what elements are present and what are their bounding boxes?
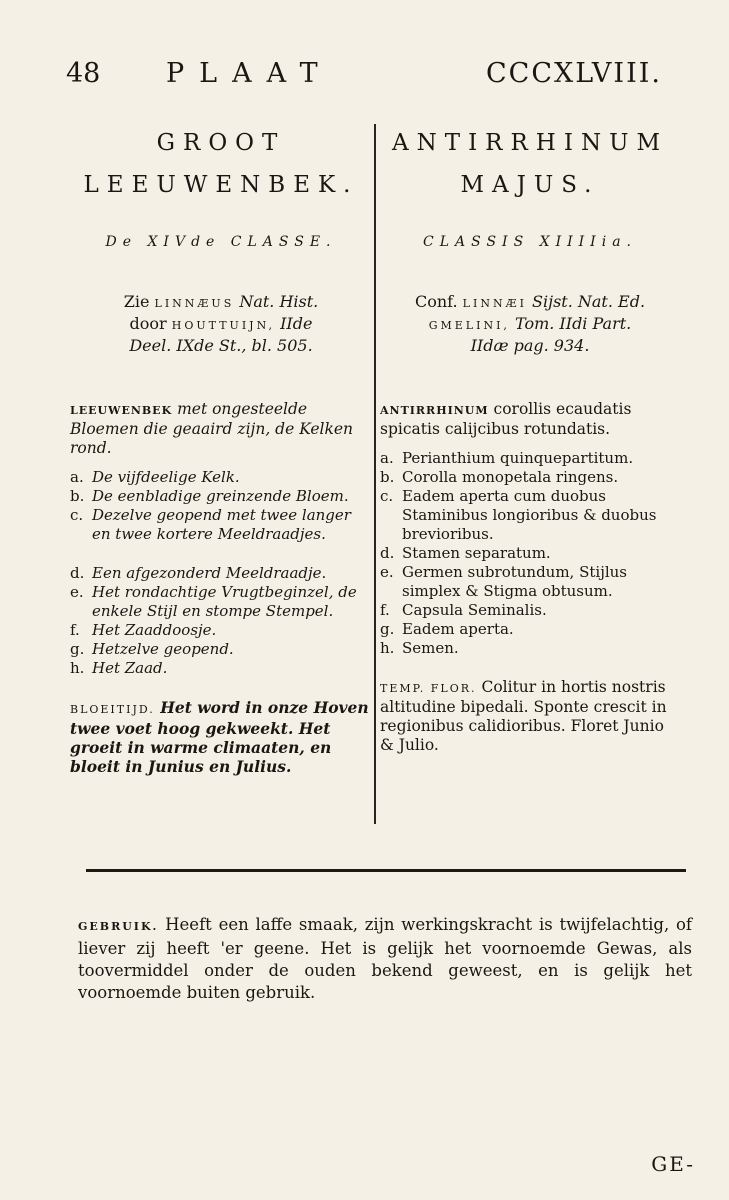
dutch-title-line1: GROOT bbox=[156, 130, 286, 156]
ref-page: IIdæ pag. 934. bbox=[470, 336, 590, 355]
item-text: Corolla monopetala ringens. bbox=[402, 468, 619, 486]
latin-flowering-time bbox=[380, 678, 680, 755]
item-text: Het rondachtige Vrugtbeginzel, de enkele Stijl en stompe Stempel. bbox=[92, 583, 357, 620]
item-text: Semen. bbox=[402, 639, 459, 657]
column-divider bbox=[374, 124, 376, 824]
usage-text: Heeft een laffe smaak, zijn werkingskracht is twijfelachtig, of liever zij heeft 'er geene. Het is gelijk het voornoemde Gewas, als toovermiddel onder de ouden bekend geweest, en is gelijk het voornoemde buiten gebruik. bbox=[78, 915, 693, 1002]
ref-prefix: Conf. bbox=[414, 292, 458, 311]
item-text: Het Zaaddoosje. bbox=[92, 621, 217, 639]
ref-prefix: Zie bbox=[123, 292, 150, 311]
ref-work: Nat. Hist. bbox=[239, 292, 319, 311]
item-label: a. bbox=[380, 449, 394, 467]
item-label: d. bbox=[380, 544, 395, 562]
list-item bbox=[70, 583, 372, 621]
dutch-title-line2: LEEUWENBEK. bbox=[83, 172, 359, 198]
item-text: Stamen separatum. bbox=[402, 544, 551, 562]
desc-text: corollis ecaudatis spicatis calijcibus rotundatis. bbox=[380, 400, 632, 438]
page-number: 48 bbox=[66, 58, 101, 89]
list-item bbox=[380, 563, 680, 601]
horizontal-rule bbox=[86, 869, 686, 872]
item-label: e. bbox=[380, 563, 394, 581]
list-item bbox=[380, 620, 680, 639]
dutch-flowering-time bbox=[70, 698, 372, 776]
list-item bbox=[380, 544, 680, 563]
dutch-class-line: De XIVde CLASSE. bbox=[105, 234, 337, 250]
item-label: h. bbox=[70, 659, 85, 677]
item-text: Het Zaad. bbox=[92, 659, 168, 677]
item-label: f. bbox=[380, 601, 390, 619]
item-text: De vijfdeelige Kelk. bbox=[92, 468, 240, 486]
item-label: b. bbox=[380, 468, 395, 486]
plate-word: PLAAT bbox=[166, 58, 333, 89]
desc-genus: LEEUWENBEK bbox=[70, 404, 173, 417]
flor-label: TEMP. FLOR. bbox=[380, 682, 477, 695]
ref-work: Sijst. Nat. Ed. bbox=[532, 292, 646, 311]
flor-text: Het word in onze Hoven twee voet hoog gekweekt. Het groeit in warme climaaten, en bloeit in Junius en Julius. bbox=[70, 698, 369, 776]
list-item bbox=[380, 639, 680, 658]
desc-text: met ongesteelde Bloemen die geaaird zijn, de Kelken rond. bbox=[70, 400, 354, 457]
list-item bbox=[70, 506, 372, 544]
list-item bbox=[70, 564, 372, 583]
list-item bbox=[70, 621, 372, 640]
item-text: De eenbladige greinzende Bloem. bbox=[92, 487, 349, 505]
latin-description bbox=[380, 400, 680, 439]
ref-part: IIde bbox=[280, 314, 313, 333]
item-text: Eadem aperta. bbox=[402, 620, 514, 638]
item-label: e. bbox=[70, 583, 84, 601]
latin-title-line1: ANTIRRHINUM bbox=[392, 130, 668, 156]
item-label: d. bbox=[70, 564, 85, 582]
list-item bbox=[70, 487, 372, 506]
plate-number: CCCXLVIII. bbox=[486, 58, 663, 89]
list-item bbox=[380, 468, 680, 487]
item-text: Een afgezonderd Meeldraadje. bbox=[92, 564, 327, 582]
ref-author: LINNÆI bbox=[462, 297, 527, 310]
item-text: Perianthium quinquepartitum. bbox=[402, 449, 634, 467]
list-item bbox=[70, 640, 372, 659]
ref-author: LINNÆUS bbox=[154, 297, 235, 310]
latin-figure-list bbox=[380, 449, 680, 658]
latin-column bbox=[380, 122, 680, 755]
latin-class-line: CLASSIS XIIIIia. bbox=[423, 234, 637, 250]
latin-reference bbox=[380, 292, 680, 356]
flor-text: Colitur in hortis nostris altitudine bipedali. Sponte crescit in regionibus calidioribus. Floret Junio & Julio. bbox=[380, 678, 667, 754]
item-label: g. bbox=[380, 620, 395, 638]
catchword: GE- bbox=[651, 1152, 695, 1176]
list-item bbox=[70, 468, 372, 487]
running-head bbox=[66, 58, 663, 92]
list-item bbox=[380, 487, 680, 544]
item-label: a. bbox=[70, 468, 84, 486]
item-text: Germen subrotundum, Stijlus simplex & Stigma obtusum. bbox=[402, 563, 627, 600]
usage-label: GEBRUIK. bbox=[78, 920, 159, 933]
ref-part: Tom. IIdi Part. bbox=[515, 314, 632, 333]
dutch-column bbox=[70, 122, 372, 776]
flor-label: BLOEITIJD. bbox=[70, 703, 155, 716]
item-label: c. bbox=[380, 487, 394, 505]
ref-editor: GMELINI, bbox=[428, 319, 510, 332]
ref-volume: Deel. IXde St., bl. 505. bbox=[129, 336, 313, 355]
desc-genus: ANTIRRHINUM bbox=[380, 404, 489, 417]
item-text: Dezelve geopend met twee langer en twee kortere Meeldraadjes. bbox=[92, 506, 351, 543]
item-label: f. bbox=[70, 621, 80, 639]
list-item bbox=[70, 659, 372, 678]
item-label: c. bbox=[70, 506, 84, 524]
item-text: Capsula Seminalis. bbox=[402, 601, 547, 619]
item-label: g. bbox=[70, 640, 85, 658]
dutch-figure-list bbox=[70, 468, 372, 678]
item-label: h. bbox=[380, 639, 395, 657]
list-item bbox=[380, 449, 680, 468]
item-text: Hetzelve geopend. bbox=[92, 640, 234, 658]
usage-paragraph bbox=[78, 914, 692, 1004]
ref-translator: HOUTTUIJN, bbox=[171, 319, 275, 332]
dutch-reference bbox=[70, 292, 372, 356]
dutch-description bbox=[70, 400, 372, 458]
item-text: Eadem aperta cum duobus Staminibus longioribus & duobus brevioribus. bbox=[402, 487, 657, 543]
item-label: b. bbox=[70, 487, 85, 505]
latin-title-line2: MAJUS. bbox=[460, 172, 600, 198]
list-item bbox=[380, 601, 680, 620]
ref-prefix: door bbox=[129, 314, 167, 333]
